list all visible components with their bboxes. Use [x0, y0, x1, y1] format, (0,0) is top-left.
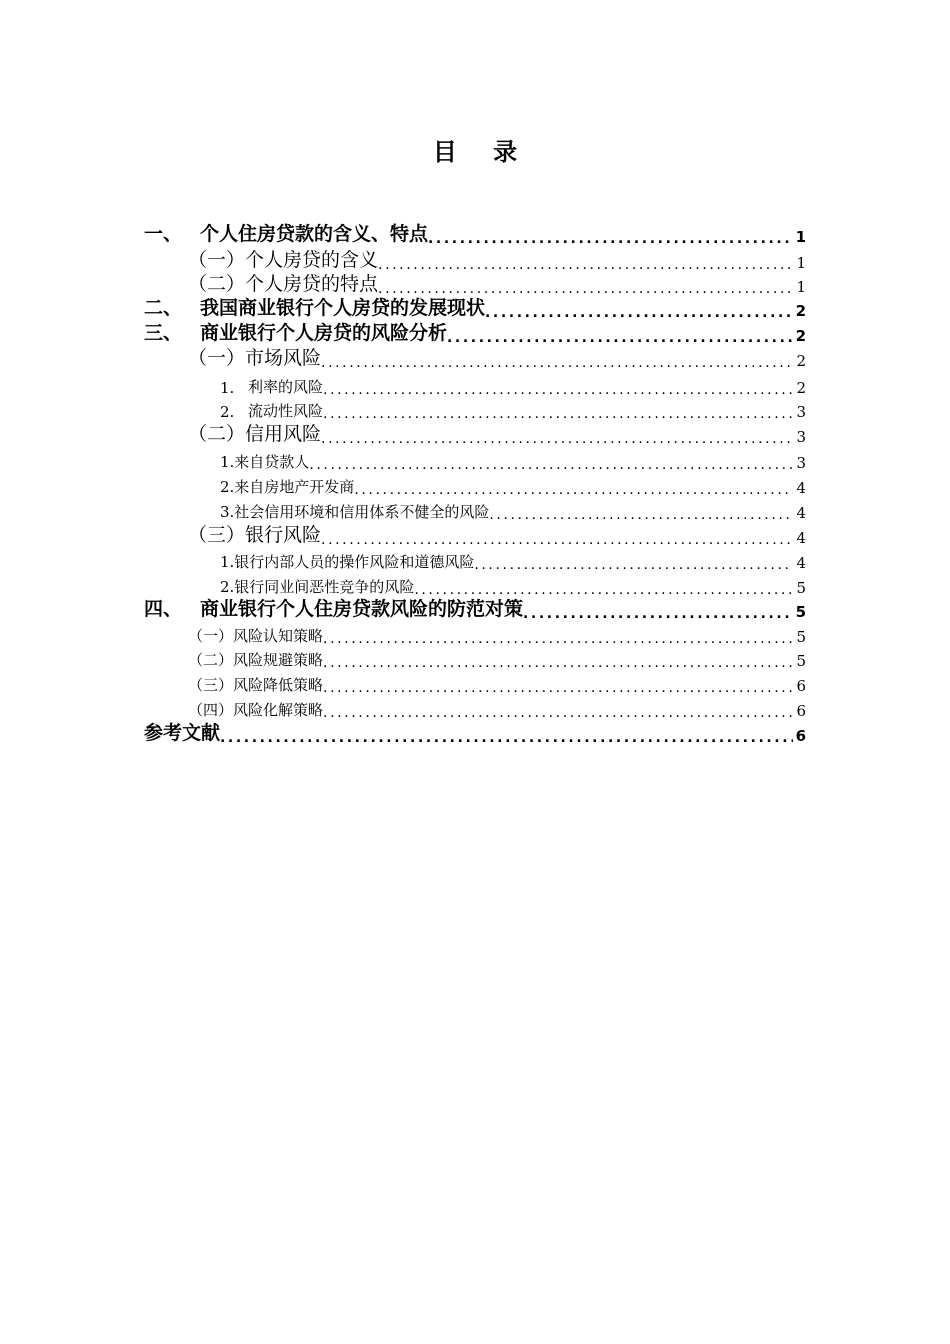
toc-number: 三、	[144, 322, 183, 344]
toc-label: 2.来自房地产开发商	[220, 478, 355, 496]
dot-leader	[323, 706, 793, 720]
dot-leader	[428, 232, 793, 246]
toc-page-number: 1	[796, 278, 806, 296]
toc-number: 2.	[220, 403, 235, 421]
toc-page-number: 4	[796, 529, 806, 547]
dot-leader	[323, 383, 793, 397]
toc-page-number: 2	[795, 302, 806, 320]
toc-page-number: 6	[796, 702, 806, 720]
toc-label: 商业银行个人住房贷款风险的防范对策	[200, 598, 524, 620]
toc-number: 1.	[220, 379, 235, 397]
toc-label: （二）信用风险	[188, 423, 322, 445]
toc-label: （一）市场风险	[188, 347, 322, 369]
dot-leader	[323, 407, 793, 421]
dot-leader	[323, 632, 793, 646]
toc-page-number: 2	[796, 379, 806, 397]
dot-leader	[447, 331, 793, 345]
toc-number: 二、	[144, 297, 183, 319]
toc-page-number: 6	[796, 677, 806, 695]
toc-entry[interactable]	[144, 321, 806, 345]
toc-page-number: 4	[796, 479, 806, 497]
toc-label: 个人住房贷款的含义、特点	[200, 223, 429, 245]
toc-entry[interactable]	[144, 646, 806, 670]
toc-label: （一）风险认知策略	[188, 627, 324, 645]
toc-label: 2.银行同业间恶性竞争的风险	[220, 578, 415, 596]
toc-entry[interactable]	[144, 548, 806, 572]
toc-label: （三）风险降低策略	[188, 676, 324, 694]
toc-entry[interactable]	[144, 721, 806, 745]
dot-leader	[321, 356, 793, 370]
toc-label: 1.银行内部人员的操作风险和道德风险	[220, 553, 475, 571]
toc-label: 参考文献	[144, 722, 221, 744]
dot-leader	[323, 656, 793, 670]
toc-number: 一、	[144, 223, 183, 245]
toc-page-number: 6	[795, 727, 806, 745]
toc-entry[interactable]	[144, 696, 806, 720]
toc-label: （一）个人房贷的含义	[188, 249, 379, 271]
toc-entry[interactable]	[144, 448, 806, 472]
toc-label: 1.来自贷款人	[220, 453, 310, 471]
toc-label: 3.社会信用环境和信用体系不健全的风险	[220, 503, 490, 521]
dot-leader	[523, 607, 793, 621]
dot-leader	[309, 458, 793, 472]
page-title: 目 录	[432, 138, 532, 166]
toc-entry[interactable]	[144, 346, 806, 370]
toc-page-number: 1	[795, 228, 806, 246]
dot-leader	[321, 432, 793, 446]
toc-entry[interactable]	[144, 373, 806, 397]
toc-label: （四）风险化解策略	[188, 701, 324, 719]
toc-number: 四、	[144, 598, 183, 620]
dot-leader	[378, 258, 793, 272]
toc-entry[interactable]	[144, 523, 806, 547]
toc-page-number: 5	[796, 579, 806, 597]
toc-page-number: 4	[796, 554, 806, 572]
toc-entry[interactable]	[144, 473, 806, 497]
toc-page-number: 5	[796, 652, 806, 670]
toc-page-number: 5	[796, 628, 806, 646]
dot-leader	[323, 681, 793, 695]
toc-label: 利率的风险	[248, 378, 324, 396]
toc-entry[interactable]	[144, 671, 806, 695]
dot-leader	[220, 731, 793, 745]
toc-page-number: 3	[796, 403, 806, 421]
toc-entry[interactable]	[144, 296, 806, 320]
toc-page-number: 1	[796, 254, 806, 272]
toc-page-number: 4	[796, 504, 806, 522]
toc-entry[interactable]	[144, 498, 806, 522]
toc-label: 我国商业银行个人房贷的发展现状	[200, 297, 486, 319]
toc-page-number: 3	[796, 454, 806, 472]
toc-label: 商业银行个人房贷的风险分析	[200, 322, 448, 344]
toc-entry[interactable]	[144, 597, 806, 621]
toc-entry[interactable]	[144, 222, 806, 246]
toc-label: （三）银行风险	[188, 524, 322, 546]
toc-page-number: 2	[795, 327, 806, 345]
toc-page-number: 2	[796, 352, 806, 370]
dot-leader	[489, 508, 793, 522]
toc-entry[interactable]	[144, 422, 806, 446]
toc-page-number: 3	[796, 428, 806, 446]
toc-entry[interactable]	[144, 397, 806, 421]
toc-entry[interactable]	[144, 622, 806, 646]
toc-label: （二）个人房贷的特点	[188, 273, 379, 295]
dot-leader	[321, 533, 793, 547]
toc-label: （二）风险规避策略	[188, 651, 324, 669]
dot-leader	[474, 558, 793, 572]
dot-leader	[485, 306, 793, 320]
dot-leader	[354, 483, 793, 497]
toc-page-number: 5	[795, 603, 806, 621]
toc-label: 流动性风险	[248, 402, 324, 420]
